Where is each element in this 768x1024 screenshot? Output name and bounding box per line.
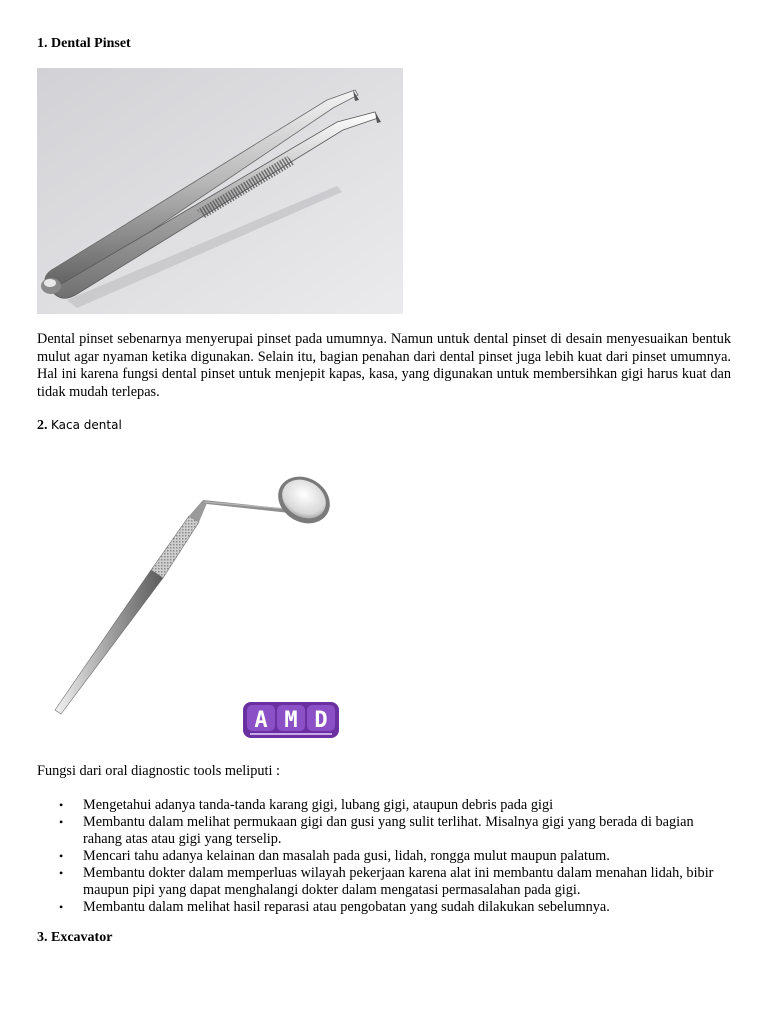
dental-pinset-image — [37, 68, 403, 314]
list-item — [37, 865, 731, 899]
oral-diagnostic-intro: Fungsi dari oral diagnostic tools meliputi : — [37, 763, 281, 779]
section-heading-dental-pinset — [37, 36, 131, 52]
section-heading-kaca-dental — [37, 417, 122, 434]
amd-logo-graphic — [242, 701, 340, 739]
dental-mirror-image — [47, 466, 347, 716]
list-item-text: Membantu dalam melihat permukaan gigi dan gusi yang sulit terlihat. Misalnya gigi yang berada di bagian rahang atas atau gigi yang terselip. — [83, 814, 694, 847]
list-item — [37, 814, 731, 848]
bullet-marker: • — [59, 849, 64, 863]
bullet-marker: • — [59, 866, 64, 880]
amd-letter-a: A — [254, 708, 268, 733]
mirror-illustration — [47, 466, 347, 716]
list-item — [37, 899, 731, 916]
section-number: 1. — [37, 36, 48, 51]
list-item-text: Mengetahui adanya tanda-tanda karang gigi, lubang gigi, ataupun debris pada gigi — [83, 797, 554, 813]
amd-letter-m: M — [284, 708, 298, 733]
amd-letter-d: D — [314, 708, 328, 733]
list-item — [37, 848, 731, 865]
bullet-marker: • — [59, 815, 64, 829]
section-number: 2. — [37, 418, 48, 433]
bullet-marker: • — [59, 798, 64, 812]
list-item-text: Membantu dokter dalam memperluas wilayah pekerjaan karena alat ini membantu dalam menahan lidah, bibir maupun pipi yang dapat menghalangi dokter dalam mengatasi permasalahan pada gigi. — [83, 865, 714, 898]
section-number: 3. — [37, 930, 48, 945]
paragraph-dental-pinset: Dental pinset sebenarnya menyerupai pinset pada umumnya. Namun untuk dental pinset di desain menyesuaikan bentuk mulut agar nyaman ketika digunakan. Selain itu, bagian penahan dari dental pinset juga lebih kuat dari pinset umumnya. Hal ini karena fungsi dental pinset untuk menjepit kapas, kasa, yang digunakan untuk membersihkan gigi harus kuat dan tidak mudah terlepas. — [37, 331, 731, 400]
section-title: Dental Pinset — [51, 36, 131, 51]
section-title: Excavator — [51, 930, 113, 945]
section-title: Kaca dental — [51, 418, 122, 432]
tweezers-illustration — [37, 68, 403, 314]
list-item — [37, 797, 731, 814]
section-heading-excavator — [37, 930, 112, 946]
function-list — [37, 797, 731, 916]
amd-logo — [242, 701, 340, 739]
list-item-text: Membantu dalam melihat hasil reparasi atau pengobatan yang sudah dilakukan sebelumnya. — [83, 899, 610, 915]
list-item-text: Mencari tahu adanya kelainan dan masalah pada gusi, lidah, rongga mulut maupun palatum. — [83, 848, 610, 864]
bullet-marker: • — [59, 900, 64, 914]
